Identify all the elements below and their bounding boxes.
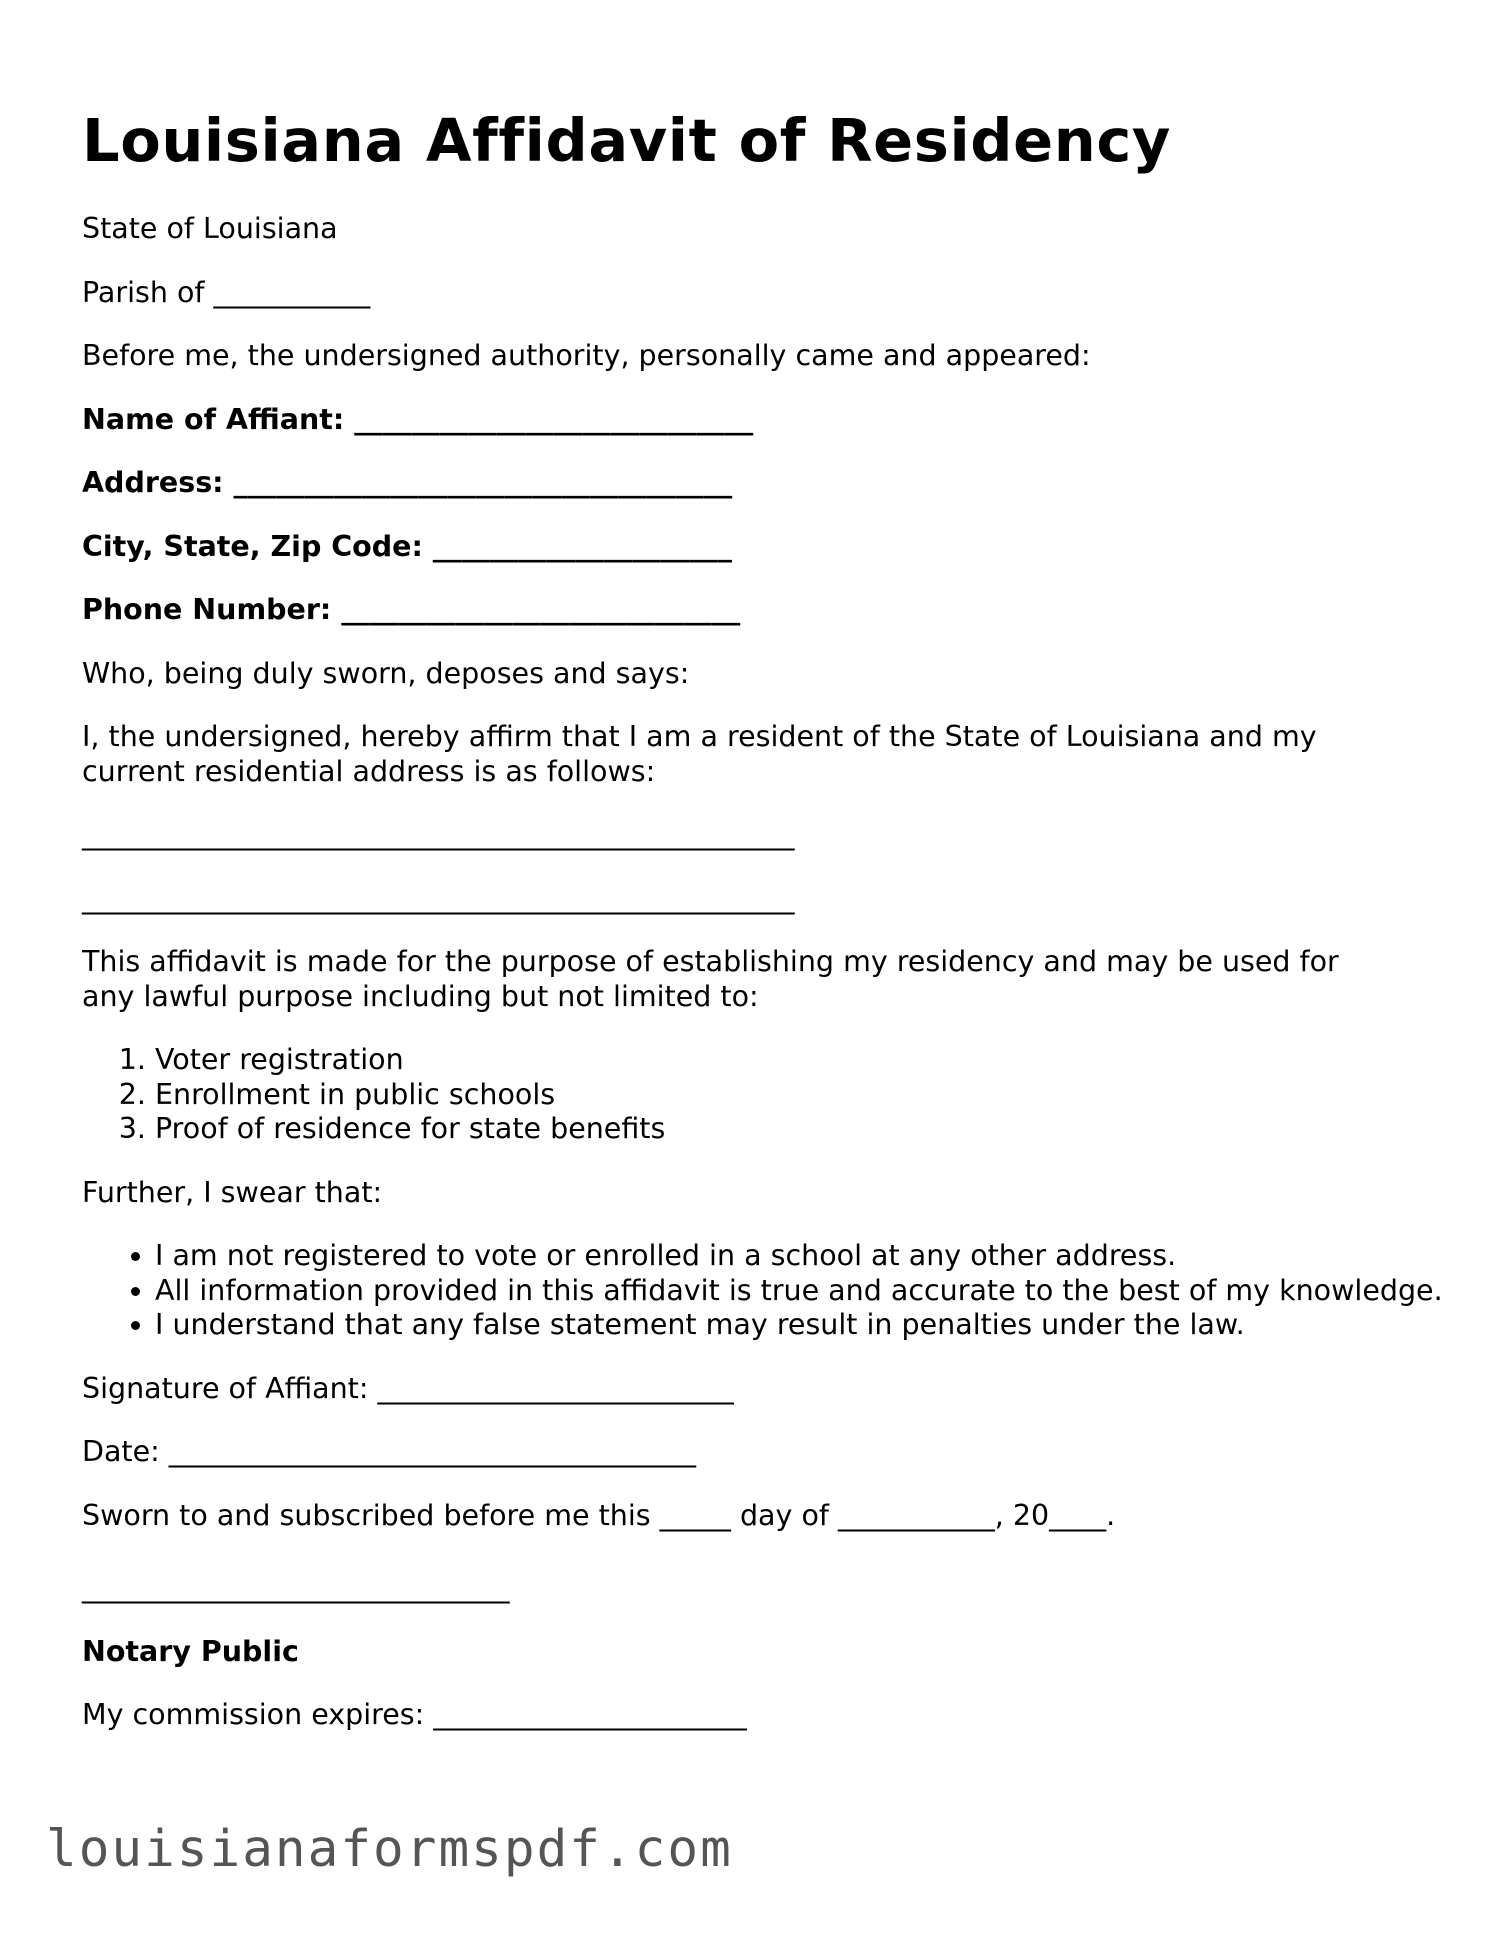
sworn-text: Who, being duly sworn, deposes and says: (82, 656, 690, 690)
list-item: 3. Proof of residence for state benefits (155, 1112, 1402, 1147)
notary-signature-line: ______________________________ (82, 1571, 510, 1604)
notary-public-label: Notary Public (82, 1634, 299, 1668)
list-item: 1. Voter registration (155, 1043, 1402, 1078)
further-text: Further, I swear that: (82, 1175, 383, 1209)
affirm-text: I, the undersigned, hereby affirm that I am a resident of the State of Louisiana and my current residential address is as follows: (82, 720, 1317, 788)
commission-expires-field: My commission expires: ______________________ (82, 1698, 747, 1731)
document-title: Louisiana Affidavit of Residency (82, 106, 1171, 175)
signature-field: Signature of Affiant: _________________________ (82, 1371, 734, 1405)
purpose-list (82, 1043, 1402, 1147)
site-watermark: louisianaformspdf.com (46, 1820, 733, 1879)
list-item: • I am not registered to vote or enrolled in a school at any other address. (155, 1239, 1455, 1274)
address-blank-line-1: __________________________________________________ (82, 818, 795, 851)
intro-text: Before me, the undersigned authority, personally came and appeared: (82, 339, 1091, 372)
subscribed-text: Sworn to and subscribed before me this _____ day of ___________, 20____. (82, 1498, 1116, 1532)
document-body (82, 212, 1443, 1762)
list-item: • I understand that any false statement may result in penalties under the law. (155, 1308, 1455, 1343)
swear-list (82, 1239, 1455, 1343)
purpose-text: This affidavit is made for the purpose of establishing my residency and may be used for any lawful purpose including but not limited to: (82, 945, 1339, 1013)
date-field: Date: _____________________________________ (82, 1435, 697, 1468)
address-blank-line-2: __________________________________________________ (82, 881, 795, 915)
list-item: • All information provided in this affidavit is true and accurate to the best of my knowledge. (155, 1274, 1455, 1309)
city-state-zip-field: City, State, Zip Code: _____________________ (82, 529, 733, 563)
list-item: 2. Enrollment in public schools (155, 1078, 1402, 1113)
name-of-affiant-field: Name of Affiant: ____________________________ (82, 402, 754, 436)
phone-number-field: Phone Number: ____________________________ (82, 593, 741, 626)
state-line: State of Louisiana (82, 212, 338, 245)
address-field: Address: ___________________________________ (82, 466, 733, 499)
parish-line: Parish of ___________ (82, 275, 371, 309)
